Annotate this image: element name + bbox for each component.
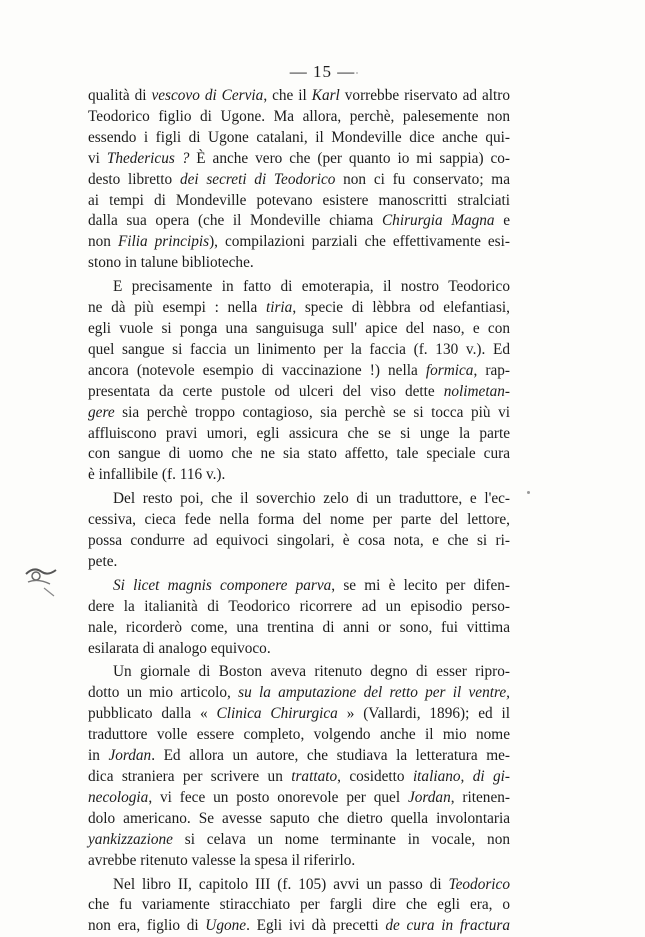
italic-span: Teodorico (448, 875, 510, 893)
text-line (88, 916, 510, 937)
text-line (88, 510, 510, 531)
italic-span: gere (88, 403, 115, 421)
text-line (88, 424, 510, 445)
italic-span: Jordan (407, 788, 451, 806)
text-line (88, 746, 510, 767)
text-line (88, 639, 510, 660)
text-span: con sangue di uomo che ne sia stato affetto, tale speciale cura (88, 445, 510, 463)
text-span: , specie di lèbbra od elefantiasi, (292, 299, 510, 317)
text-line (88, 211, 510, 232)
text-line (88, 618, 510, 639)
text-line (88, 382, 510, 403)
text-line (88, 149, 510, 170)
text-span: e (494, 212, 511, 230)
text-line (88, 875, 510, 896)
stray-dot (356, 72, 358, 74)
italic-span: tiria (265, 299, 293, 317)
text-line (88, 552, 510, 573)
text-span: pubblicato dalla « (88, 705, 217, 723)
text-span: vi (88, 149, 107, 167)
italic-span: su la amputazione del retto per il ventre, (238, 684, 510, 702)
text-span: dica straniera per scrivere un (88, 768, 292, 785)
text-span: si celava un nome terminante in vocale, non (172, 830, 510, 848)
text-span: , ritenen- (450, 788, 510, 806)
text-span: nale, ricorderò come, una trentina di anni or sono, fui vittima (88, 618, 510, 636)
text-line (88, 232, 510, 253)
text-span: Nel libro II, capitolo III (f. 105) avvi un passo di (113, 875, 449, 893)
italic-span: italiano, di gi- (412, 768, 510, 785)
text-span: dere la italianità di Teodorico ricorrere ad un episodio perso- (88, 597, 510, 615)
text-span: . Egli ivi dà precetti (246, 917, 386, 935)
italic-span: dei secreti di Teodorico (179, 170, 336, 188)
text-line (88, 191, 510, 212)
text-span: cessiva, cieca fede nella forma del nome per parte del lettore, (88, 511, 510, 529)
italic-span: Karl (311, 87, 340, 104)
text-span: dotto un mio articolo, (88, 684, 239, 702)
text-line (88, 809, 510, 830)
text-span: non era, figlio di (88, 917, 206, 935)
text-line (88, 662, 510, 683)
text-span: quel sangue si faccia un linimento per la faccia (f. 130 v.). Ed (88, 340, 510, 358)
text-span: , che il (263, 87, 312, 104)
text-line (88, 767, 510, 788)
text-line (88, 576, 510, 597)
text-span: Un giornale di Boston aveva ritenuto degno di esser ripro- (113, 663, 510, 681)
text-line (88, 788, 510, 809)
text-span: , rap- (473, 361, 511, 379)
italic-span: de cura in fractura (385, 917, 510, 935)
text-span: esilarata di analogo equivoco. (88, 639, 271, 657)
italic-span: Si licet magnis componere parva (113, 576, 332, 594)
text-line (88, 531, 510, 552)
text-span: traduttore volle essere completo, volgendo anche il mio nome (88, 726, 510, 744)
text-line (88, 851, 510, 872)
text-span: . Ed allora un autore, che studiava la letteratura me- (151, 747, 510, 765)
italic-span: formica (425, 361, 474, 379)
text-line (88, 895, 510, 916)
text-span: stono in talune biblioteche. (88, 254, 254, 272)
text-span: ancora (notevole esempio di vaccinazione !) nella (88, 361, 426, 379)
text-span: » (Vallardi, 1896); ed il (337, 705, 510, 723)
text-span: egli vuole si ponga una sanguisuga sull' apice del naso, e con (88, 319, 510, 337)
text-span: , se mi è lecito per difen- (331, 576, 511, 594)
text-line (88, 170, 510, 191)
text-line (88, 683, 510, 704)
text-span: dolo americano. Se avesse saputo che dietro quella involontaria (88, 809, 510, 827)
text-span: che fu variamente stiracchiato per fargli dire che egli era, o (88, 896, 510, 914)
text-line (88, 725, 510, 746)
text-span: presentata da certe pustole od ulceri del viso dette (88, 382, 444, 400)
text-span: essendo i figli di Ugone catalani, il Mondeville dice anche qui- (88, 128, 510, 146)
text-line (88, 830, 510, 851)
body-text (88, 86, 510, 937)
text-span: possa condurre ad equivoci singolari, è cosa nota, e che si ri- (88, 532, 510, 550)
text-span: pete. (88, 552, 118, 570)
text-line (88, 403, 510, 424)
text-span: , vi fece un posto onorevole per quel (148, 788, 408, 806)
text-line (88, 128, 510, 149)
text-span: avrebbe ritenuto valesse la spesa il riferirlo. (88, 851, 356, 869)
italic-span: Filia principis (117, 233, 210, 251)
text-line (88, 704, 510, 725)
text-line (88, 489, 510, 510)
text-line (88, 319, 510, 340)
text-line (88, 298, 510, 319)
text-span: affluiscono pravi umori, egli assicura che se si unge la parte (88, 424, 510, 442)
text-line (88, 361, 510, 382)
text-span: ), compilazioni parziali che effettivamente esi- (209, 233, 510, 251)
text-span: non (88, 233, 118, 251)
text-span: , cosidetto (337, 768, 413, 785)
italic-span: yankizzazione (88, 830, 173, 848)
stray-ink-mark-icon (20, 560, 64, 604)
text-span: non ci fu conservato; ma (335, 170, 510, 188)
text-span: Del resto poi, che il soverchio zelo di un traduttore, e l'ec- (113, 490, 510, 508)
text-span: sia perchè troppo contagioso, sia perchè se si tocca più vi (114, 403, 510, 421)
italic-span: necologia (88, 788, 149, 806)
text-line (88, 277, 510, 298)
text-line (88, 597, 510, 618)
italic-span: Thedericus ? (106, 149, 190, 167)
text-span: vorrebbe riservato ad altro (339, 87, 510, 104)
text-span: in (88, 747, 109, 765)
text-line (88, 340, 510, 361)
text-span: desto libretto (88, 170, 180, 188)
text-span: ai tempi di Mondeville potevano esistere manoscritti stralciati (88, 191, 510, 209)
text-span: dalla sua opera (che il Mondeville chiama (88, 212, 382, 230)
text-line (88, 107, 510, 128)
text-span: È anche vero che (per quanto io mi sappia) co- (189, 149, 510, 167)
text-span: è infallibile (f. 116 v.). (88, 466, 226, 484)
italic-span: nolimetan- (443, 382, 510, 400)
text-span: ne dà più esempi : nella (88, 299, 266, 317)
italic-span: Ugone (205, 917, 247, 935)
italic-span: trattato (291, 768, 338, 785)
text-line (88, 253, 510, 274)
text-line (88, 465, 510, 486)
text-line (88, 444, 510, 465)
text-line (88, 86, 510, 107)
italic-span: Clinica Chirurgica (216, 705, 338, 723)
italic-span: Chirurgia Magna (381, 212, 495, 230)
text-span: qualità di (88, 87, 152, 104)
text-span: E precisamente in fatto di emoterapia, il nostro Teodorico (113, 278, 510, 296)
stray-dot (527, 491, 530, 494)
italic-span: vescovo di Cervia (151, 87, 264, 104)
text-span: Teodorico figlio di Ugone. Ma allora, perchè, palesemente non (88, 107, 510, 125)
italic-span: Jordan (108, 747, 152, 765)
page-number: — 15 — (289, 62, 356, 81)
